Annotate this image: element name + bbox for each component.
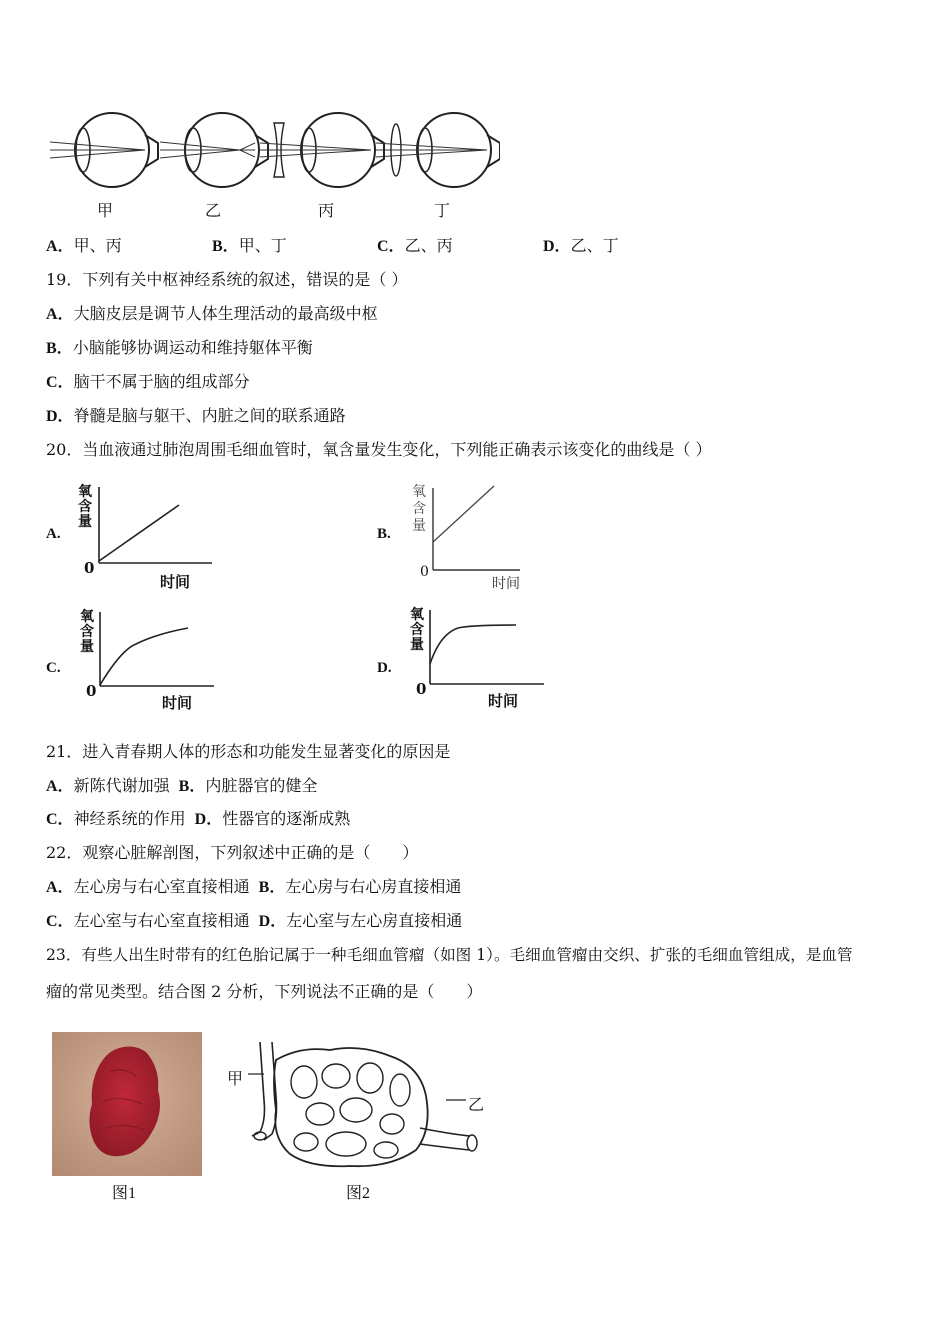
- q18-option-a[interactable]: A．甲、丙: [46, 236, 122, 255]
- figure-2-caption: 图2: [346, 1185, 371, 1202]
- eye-diagram-yi: [160, 113, 268, 187]
- q20-graph-c[interactable]: [76, 606, 226, 716]
- graph-a-origin: 0: [84, 559, 95, 577]
- eye-diagram-ding: [376, 113, 500, 187]
- q22-option-c[interactable]: C．左心室与右心室直接相通: [46, 911, 250, 930]
- q21-options-row1: [46, 776, 317, 797]
- graph-c-xlabel: 时间: [162, 694, 193, 712]
- q21-options-row2: [46, 809, 350, 830]
- graph-a-ylabel: 氧含量: [78, 484, 92, 530]
- q21-option-a[interactable]: A．新陈代谢加强: [46, 776, 170, 795]
- q21-option-b[interactable]: B．内脏器官的健全: [178, 776, 318, 795]
- q18-option-b[interactable]: B．甲、丁: [212, 236, 287, 255]
- q20-option-d-letter[interactable]: D.: [377, 660, 392, 676]
- eye-label-bing: 丙: [318, 201, 335, 220]
- graph-b-ylabel: 氧含量: [412, 484, 426, 534]
- q18-option-d[interactable]: D．乙、丁: [543, 236, 619, 255]
- eye-label-ding: 丁: [434, 201, 451, 220]
- q23-stem-line2: 瘤的常见类型。结合图 2 分析，下列说法不正确的是（ ）: [46, 982, 483, 1001]
- q22-stem: 22．观察心脏解剖图，下列叙述中正确的是（ ）: [46, 843, 419, 862]
- eye-diagram-bing: [260, 113, 384, 187]
- eye-label-jia: 甲: [97, 201, 114, 220]
- graph-b-origin: 0: [420, 564, 429, 580]
- q20-graph-d[interactable]: [406, 604, 556, 716]
- figure-2-label-jia: 甲: [227, 1069, 244, 1088]
- q20-option-b-letter[interactable]: B.: [377, 526, 391, 542]
- q18-option-c[interactable]: C．乙、丙: [377, 236, 453, 255]
- q20-option-a-letter[interactable]: A.: [46, 526, 61, 542]
- graph-d-ylabel: 氧含量: [410, 607, 424, 653]
- q22-options-row2: [46, 911, 462, 932]
- q20-graph-a[interactable]: [74, 483, 224, 593]
- q20-option-c-letter[interactable]: C.: [46, 660, 61, 676]
- q21-stem: 21．进入青春期人体的形态和功能发生显著变化的原因是: [46, 742, 451, 761]
- figure-1-caption: 图1: [112, 1185, 137, 1202]
- graph-a-xlabel: 时间: [160, 573, 191, 591]
- eye-label-yi: 乙: [205, 201, 222, 220]
- q20-stem: 20．当血液通过肺泡周围毛细血管时，氧含量发生变化，下列能正确表示该变化的曲线是（ ）: [46, 440, 712, 459]
- q19-stem: 19．下列有关中枢神经系统的叙述，错误的是（ ）: [46, 270, 408, 289]
- graph-c-ylabel: 氧含量: [80, 609, 94, 655]
- q19-option-d[interactable]: D．脊髓是脑与躯干、内脏之间的联系通路: [46, 406, 346, 425]
- q21-option-c[interactable]: C．神经系统的作用: [46, 809, 186, 828]
- q19-option-c[interactable]: C．脑干不属于脑的组成部分: [46, 372, 250, 391]
- figure-2-capillary-network: [220, 1040, 500, 1180]
- q20-graph-b[interactable]: [408, 480, 558, 595]
- q21-option-d[interactable]: D．性器官的逐渐成熟: [194, 809, 351, 828]
- q23-stem-line1: 23．有些人出生时带有的红色胎记属于一种毛细血管瘤（如图 1）。毛细血管瘤由交织、扩张的毛细血管组成，是血管: [46, 946, 853, 964]
- q22-option-a[interactable]: A．左心房与右心室直接相通: [46, 877, 250, 896]
- q22-option-d[interactable]: D．左心室与左心房直接相通: [258, 911, 463, 930]
- eye-diagrams-figure: [40, 105, 500, 195]
- eye-diagram-jia: [50, 113, 158, 187]
- figure-1-birthmark-photo: [52, 1032, 202, 1176]
- figure-2-label-yi: 乙: [468, 1095, 485, 1114]
- q22-options-row1: [46, 877, 461, 898]
- graph-c-origin: 0: [86, 682, 97, 700]
- graph-d-xlabel: 时间: [488, 692, 519, 710]
- graph-b-xlabel: 时间: [492, 576, 520, 592]
- q19-option-a[interactable]: A．大脑皮层是调节人体生理活动的最高级中枢: [46, 304, 378, 323]
- q19-option-b[interactable]: B．小脑能够协调运动和维持躯体平衡: [46, 338, 313, 357]
- graph-d-origin: 0: [416, 680, 427, 698]
- q22-option-b[interactable]: B．左心房与右心房直接相通: [258, 877, 462, 896]
